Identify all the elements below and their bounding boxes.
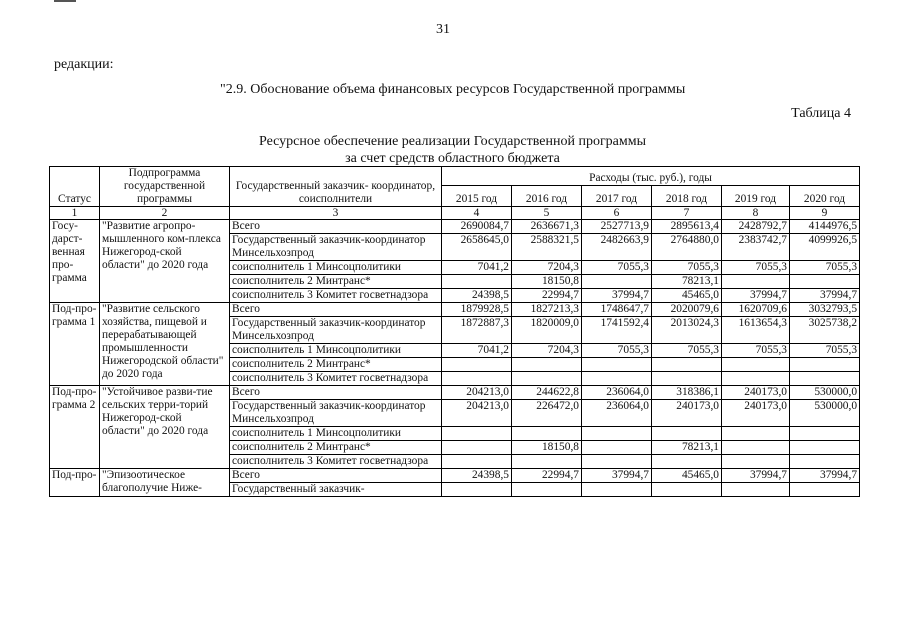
amount-cell: 2690084,7 bbox=[442, 220, 512, 234]
amount-cell: 1620709,6 bbox=[722, 303, 790, 317]
amount-cell: 7041,2 bbox=[442, 261, 512, 275]
executor-cell: Государственный заказчик-координатор Минсельхозпрод bbox=[230, 317, 442, 344]
amount-cell: 244622,8 bbox=[512, 386, 582, 400]
amount-cell: 2658645,0 bbox=[442, 234, 512, 261]
subprogram-name-cell: "Устойчивое разви-тие сельских терри-торий Нижегород-ской области" до 2020 года bbox=[100, 386, 230, 469]
amount-cell: 7041,2 bbox=[442, 344, 512, 358]
amount-cell bbox=[722, 455, 790, 469]
header-year: 2016 год bbox=[512, 186, 582, 207]
status-cell: Под-про-грамма 2 bbox=[50, 386, 100, 469]
amount-cell: 37994,7 bbox=[582, 469, 652, 483]
header-column-number: 9 bbox=[790, 207, 860, 220]
header-year: 2020 год bbox=[790, 186, 860, 207]
amount-cell bbox=[442, 275, 512, 289]
amount-cell: 24398,5 bbox=[442, 469, 512, 483]
amount-cell: 2013024,3 bbox=[652, 317, 722, 344]
amount-cell: 1613654,3 bbox=[722, 317, 790, 344]
header-customer: Государственный заказчик- координатор, соисполнители bbox=[230, 167, 442, 207]
amount-cell: 7055,3 bbox=[722, 344, 790, 358]
amount-cell: 240173,0 bbox=[652, 400, 722, 427]
amount-cell: 240173,0 bbox=[722, 386, 790, 400]
intro-text: редакции: bbox=[54, 57, 114, 72]
executor-cell: Всего bbox=[230, 303, 442, 317]
amount-cell bbox=[442, 358, 512, 372]
amount-cell: 1820009,0 bbox=[512, 317, 582, 344]
amount-cell: 78213,1 bbox=[652, 275, 722, 289]
executor-cell: соисполнитель 1 Минсоцполитики bbox=[230, 344, 442, 358]
header-status: Статус bbox=[50, 167, 100, 207]
amount-cell: 530000,0 bbox=[790, 386, 860, 400]
subprogram-name-cell: "Развитие агропро-мышленного ком-плекса Нижегород-ской области" до 2020 года bbox=[100, 220, 230, 303]
amount-cell bbox=[442, 427, 512, 441]
table-row bbox=[50, 469, 860, 483]
amount-cell: 37994,7 bbox=[722, 469, 790, 483]
amount-cell bbox=[582, 358, 652, 372]
amount-cell bbox=[512, 455, 582, 469]
executor-cell: соисполнитель 1 Минсоцполитики bbox=[230, 261, 442, 275]
caption-line-2: за счет средств областного бюджета bbox=[345, 151, 560, 166]
header-column-number: 1 bbox=[50, 207, 100, 220]
amount-cell: 22994,7 bbox=[512, 289, 582, 303]
header-year: 2015 год bbox=[442, 186, 512, 207]
header-column-number: 8 bbox=[722, 207, 790, 220]
amount-cell: 7055,3 bbox=[790, 344, 860, 358]
executor-cell: Государственный заказчик-координатор Минсельхозпрод bbox=[230, 400, 442, 427]
executor-cell: Всего bbox=[230, 386, 442, 400]
executor-cell: Государственный заказчик-координатор Минсельхозпрод bbox=[230, 234, 442, 261]
amount-cell: 204213,0 bbox=[442, 386, 512, 400]
table-label: Таблица 4 bbox=[791, 106, 851, 121]
amount-cell bbox=[652, 455, 722, 469]
amount-cell bbox=[582, 427, 652, 441]
header-expenses: Расходы (тыс. руб.), годы bbox=[442, 167, 860, 186]
amount-cell: 2020079,6 bbox=[652, 303, 722, 317]
executor-cell: Государственный заказчик- bbox=[230, 483, 442, 497]
amount-cell: 45465,0 bbox=[652, 289, 722, 303]
page-number: 31 bbox=[436, 22, 450, 37]
executor-cell: соисполнитель 2 Минтранс* bbox=[230, 358, 442, 372]
subprogram-name-cell: "Эпизоотическое благополучие Ниже- bbox=[100, 469, 230, 497]
table-row bbox=[50, 303, 860, 317]
header-column-number: 3 bbox=[230, 207, 442, 220]
amount-cell bbox=[722, 275, 790, 289]
amount-cell: 4099926,5 bbox=[790, 234, 860, 261]
status-cell: Госу-дарст-венная про-грамма bbox=[50, 220, 100, 303]
amount-cell: 37994,7 bbox=[790, 289, 860, 303]
executor-cell: соисполнитель 3 Комитет госветнадзора bbox=[230, 455, 442, 469]
amount-cell: 2895613,4 bbox=[652, 220, 722, 234]
amount-cell: 2482663,9 bbox=[582, 234, 652, 261]
amount-cell: 37994,7 bbox=[790, 469, 860, 483]
executor-cell: Всего bbox=[230, 220, 442, 234]
amount-cell: 45465,0 bbox=[652, 469, 722, 483]
amount-cell: 1748647,7 bbox=[582, 303, 652, 317]
executor-cell: Всего bbox=[230, 469, 442, 483]
table-row bbox=[50, 386, 860, 400]
amount-cell: 7055,3 bbox=[652, 344, 722, 358]
amount-cell bbox=[652, 372, 722, 386]
amount-cell bbox=[442, 372, 512, 386]
executor-cell: соисполнитель 3 Комитет госветнадзора bbox=[230, 289, 442, 303]
amount-cell bbox=[442, 455, 512, 469]
amount-cell: 37994,7 bbox=[582, 289, 652, 303]
resource-table bbox=[49, 166, 860, 497]
amount-cell bbox=[722, 358, 790, 372]
amount-cell: 3025738,2 bbox=[790, 317, 860, 344]
subprogram-name-cell: "Развитие сельского хозяйства, пищевой и перерабатывающей промышленности Нижегородской области" до 2020 года bbox=[100, 303, 230, 386]
amount-cell: 1827213,3 bbox=[512, 303, 582, 317]
header-column-number: 7 bbox=[652, 207, 722, 220]
amount-cell: 236064,0 bbox=[582, 400, 652, 427]
amount-cell bbox=[652, 358, 722, 372]
amount-cell bbox=[582, 483, 652, 497]
section-heading: "2.9. Обоснование объема финансовых ресурсов Государственной программы bbox=[220, 82, 686, 97]
executor-cell: соисполнитель 3 Комитет госветнадзора bbox=[230, 372, 442, 386]
amount-cell bbox=[512, 358, 582, 372]
amount-cell: 204213,0 bbox=[442, 400, 512, 427]
header-column-number: 2 bbox=[100, 207, 230, 220]
amount-cell bbox=[790, 275, 860, 289]
header-year: 2018 год bbox=[652, 186, 722, 207]
amount-cell: 7055,3 bbox=[722, 261, 790, 275]
executor-cell: соисполнитель 1 Минсоцполитики bbox=[230, 427, 442, 441]
header-year: 2019 год bbox=[722, 186, 790, 207]
amount-cell bbox=[790, 455, 860, 469]
amount-cell: 1872887,3 bbox=[442, 317, 512, 344]
amount-cell bbox=[512, 483, 582, 497]
amount-cell: 318386,1 bbox=[652, 386, 722, 400]
amount-cell bbox=[582, 275, 652, 289]
header-column-number: 5 bbox=[512, 207, 582, 220]
amount-cell: 78213,1 bbox=[652, 441, 722, 455]
amount-cell: 3032793,5 bbox=[790, 303, 860, 317]
status-cell: Под-про- bbox=[50, 469, 100, 497]
amount-cell: 7055,3 bbox=[582, 344, 652, 358]
amount-cell: 18150,8 bbox=[512, 275, 582, 289]
amount-cell: 2588321,5 bbox=[512, 234, 582, 261]
amount-cell: 2527713,9 bbox=[582, 220, 652, 234]
amount-cell bbox=[722, 441, 790, 455]
amount-cell bbox=[442, 441, 512, 455]
amount-cell: 236064,0 bbox=[582, 386, 652, 400]
amount-cell bbox=[722, 427, 790, 441]
amount-cell: 2636671,3 bbox=[512, 220, 582, 234]
amount-cell bbox=[582, 455, 652, 469]
status-cell: Под-про-грамма 1 bbox=[50, 303, 100, 386]
amount-cell bbox=[722, 483, 790, 497]
executor-cell: соисполнитель 2 Минтранс* bbox=[230, 441, 442, 455]
header-rule bbox=[54, 0, 76, 2]
amount-cell: 226472,0 bbox=[512, 400, 582, 427]
amount-cell: 7055,3 bbox=[582, 261, 652, 275]
amount-cell bbox=[512, 372, 582, 386]
amount-cell bbox=[790, 441, 860, 455]
amount-cell bbox=[582, 441, 652, 455]
amount-cell: 1879928,5 bbox=[442, 303, 512, 317]
amount-cell: 22994,7 bbox=[512, 469, 582, 483]
amount-cell: 7204,3 bbox=[512, 261, 582, 275]
executor-cell: соисполнитель 2 Минтранс* bbox=[230, 275, 442, 289]
amount-cell: 18150,8 bbox=[512, 441, 582, 455]
table-row bbox=[50, 220, 860, 234]
amount-cell: 240173,0 bbox=[722, 400, 790, 427]
amount-cell bbox=[790, 427, 860, 441]
amount-cell: 4144976,5 bbox=[790, 220, 860, 234]
amount-cell: 2428792,7 bbox=[722, 220, 790, 234]
header-column-number: 6 bbox=[582, 207, 652, 220]
table-caption bbox=[0, 133, 905, 167]
amount-cell bbox=[790, 358, 860, 372]
amount-cell: 2383742,7 bbox=[722, 234, 790, 261]
amount-cell bbox=[512, 427, 582, 441]
header-column-number: 4 bbox=[442, 207, 512, 220]
amount-cell: 2764880,0 bbox=[652, 234, 722, 261]
amount-cell bbox=[652, 483, 722, 497]
amount-cell bbox=[722, 372, 790, 386]
amount-cell: 7055,3 bbox=[790, 261, 860, 275]
amount-cell: 530000,0 bbox=[790, 400, 860, 427]
caption-line-1: Ресурсное обеспечение реализации Государственной программы bbox=[258, 134, 647, 149]
amount-cell bbox=[442, 483, 512, 497]
amount-cell bbox=[652, 427, 722, 441]
amount-cell: 24398,5 bbox=[442, 289, 512, 303]
amount-cell bbox=[790, 372, 860, 386]
amount-cell bbox=[582, 372, 652, 386]
amount-cell: 1741592,4 bbox=[582, 317, 652, 344]
amount-cell: 7204,3 bbox=[512, 344, 582, 358]
header-subprogram: Подпрограмма государственной программы bbox=[100, 167, 230, 207]
amount-cell: 7055,3 bbox=[652, 261, 722, 275]
amount-cell: 37994,7 bbox=[722, 289, 790, 303]
header-year: 2017 год bbox=[582, 186, 652, 207]
amount-cell bbox=[790, 483, 860, 497]
